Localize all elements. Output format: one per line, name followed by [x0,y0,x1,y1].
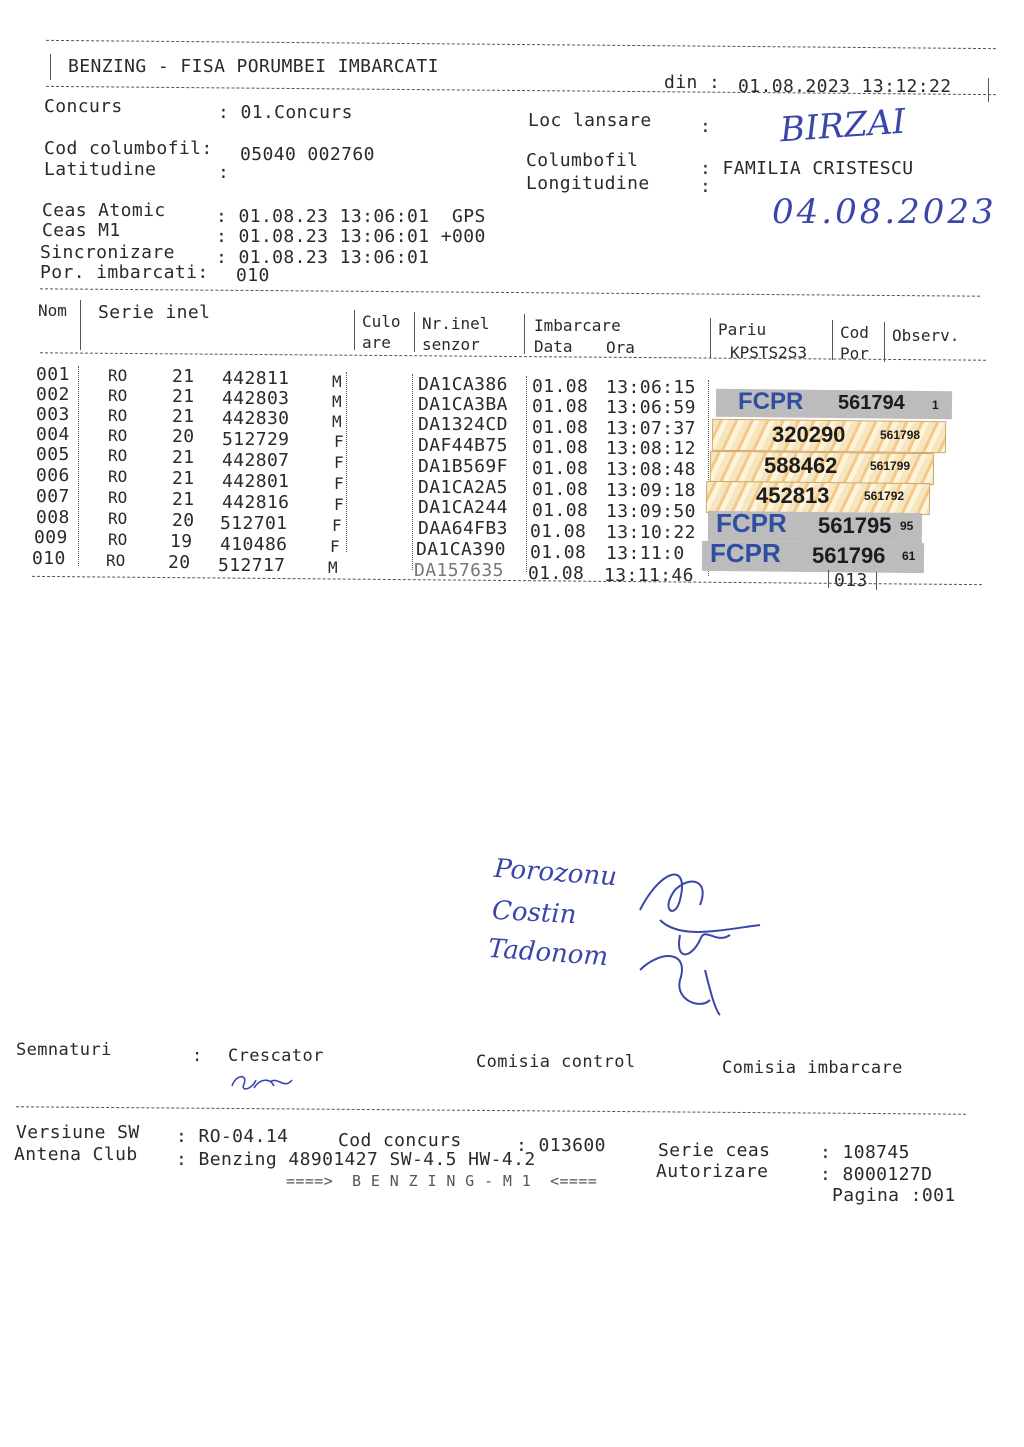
cod-columbofil-value: 05040 002760 [240,144,375,165]
loc-lansare-label: Loc lansare [528,110,652,131]
concurs-value: : 01.Concurs [218,102,353,123]
sticker-code: 561799 [870,459,911,473]
row-sensor: DA1B569F [418,456,508,477]
row-sex: F [334,432,344,451]
handwritten-name: Tadonom [487,933,610,973]
col-data-header: Data [534,337,573,356]
cod-total: 013 [834,570,868,591]
row-ring: 442801 [222,471,290,492]
columbofil-value: : FAMILIA CRISTESCU [700,158,914,179]
row-country: RO [108,446,128,465]
row-time: 13:11:0 [606,543,685,564]
columbofil-label: Columbofil [526,150,639,171]
ceas-atomic-label: Ceas Atomic [42,200,166,221]
sticker-code: 95 [900,519,914,533]
row-time: 13:06:59 [606,397,696,418]
col-nrinel-header-1: Nr.inel [422,314,490,333]
footer-rule [16,1106,966,1114]
row-ring: 410486 [220,534,288,555]
cod-total-right-bar [876,572,877,590]
row-sex: M [332,412,342,431]
row-country: RO [108,509,128,528]
sticker-code: 61 [902,549,916,563]
row-nom: 010 [32,548,66,569]
row-year: 21 [172,366,195,387]
row-sensor: DAA64FB3 [418,518,508,539]
row-sex: M [332,392,342,411]
latitudine-label: Latitudine [44,159,157,180]
row-time: 13:07:37 [606,418,696,439]
row-ring: 512717 [218,555,286,576]
header-sep-serie [354,310,355,350]
row-nom: 003 [36,404,70,425]
row-country: RO [108,366,128,385]
sticker-brand: FCPR [716,508,787,538]
signature-scribble [620,850,790,1020]
header-right-bar [988,78,989,102]
sticker-number: 588462 [764,453,838,478]
header-sep-culoare [414,312,415,352]
row-year: 20 [172,426,195,447]
loc-lansare-handwritten: BIRZAI [778,101,907,151]
row-time: 13:10:22 [606,522,696,543]
row-time: 13:11:46 [604,565,694,586]
row-ring: 442803 [222,388,290,409]
sticker-code: 561798 [880,428,921,442]
cod-concurs-value: : 013600 [516,1135,606,1156]
row-year: 20 [168,552,191,573]
ceas-m1-value: : 01.08.23 13:06:01 +000 [216,226,486,247]
row-sensor: DA1CA3BA [418,394,508,415]
row-ring: 442807 [222,450,290,471]
por-imbarcati-label: Por. imbarcati: [40,262,209,283]
row-year: 20 [172,510,195,531]
sticker-number: 452813 [756,483,830,508]
row-sensor: DA1CA244 [418,497,508,518]
concurs-label: Concurs [44,96,123,117]
col-serie-header: Serie inel [98,302,211,323]
handwritten-name: Porozonu [493,853,618,893]
col-ora-header: Ora [606,338,635,357]
col-pariu-header-1: Pariu [718,320,767,339]
header-top-rule [46,40,996,49]
comisia-control-label: Comisia control [476,1052,636,1072]
row-ring: 442830 [222,408,290,429]
row-time: 13:08:48 [606,459,696,480]
row-nom: 002 [36,384,70,405]
header-sep-nom [80,300,81,350]
row-sensor: DA1CA386 [418,374,508,395]
col-culoare-header-2: are [362,333,391,352]
antena-label: Antena Club [14,1144,138,1165]
ceas-m1-label: Ceas M1 [42,220,121,241]
row-date: 01.08 [532,396,589,417]
report-date-label: din : [664,72,721,93]
versiune-label: Versiune SW [16,1122,140,1143]
autorizare-value: : 8000127D [820,1164,933,1185]
row-nom: 007 [36,486,70,507]
sticker-number: 561794 [838,392,905,414]
por-imbarcati-value: 010 [236,265,270,286]
row-ring: 442816 [222,492,290,513]
col-imbarcare-header: Imbarcare [534,316,621,335]
sticker-code: 561792 [864,489,905,503]
row-country: RO [108,488,128,507]
row-sensor: DA1CA390 [416,539,506,560]
sticker-brand: FCPR [710,538,781,568]
pagina: Pagina :001 [832,1185,956,1206]
sticker-number: 561796 [812,543,886,568]
header-sep-imbarcare [710,318,711,358]
longitudine-label: Longitudine [526,173,650,194]
row-date: 01.08 [528,563,585,584]
row-country: RO [108,386,128,405]
latitudine-value: : [218,162,230,183]
row-date: 01.08 [532,479,589,500]
row-time: 13:06:15 [606,377,696,398]
row-country: RO [108,530,128,549]
row-time: 13:08:12 [606,438,696,459]
row-sex: F [330,537,340,556]
versiune-value: : RO-04.14 [176,1126,289,1147]
col-nrinel-header-2: senzor [422,335,480,354]
body-sep-nrinel [412,374,413,570]
row-year: 19 [170,531,193,552]
col-cod-header-2: Por [840,344,869,363]
sticker-brand: FCPR [738,388,804,415]
row-date: 01.08 [530,521,587,542]
row-nom: 009 [34,527,68,548]
report-date: 01.08.2023 13:12:22 [738,76,952,97]
row-ring: 512729 [222,429,290,450]
semnaturi-label: Semnaturi [16,1040,112,1060]
row-sex: F [334,495,344,514]
row-sex: F [332,516,342,535]
sincronizare-value: : 01.08.23 13:06:01 [216,247,430,268]
row-date: 01.08 [532,458,589,479]
row-sex: M [332,372,342,391]
comisia-imbarcare-label: Comisia imbarcare [722,1058,903,1078]
autorizare-label: Autorizare [656,1161,769,1182]
row-nom: 001 [36,364,70,385]
row-nom: 005 [36,444,70,465]
row-nom: 004 [36,424,70,445]
header-sep-cod [884,322,885,362]
header-left-bar [50,54,51,80]
body-sep-culoare [346,372,347,552]
row-sensor: DA1CA2A5 [418,477,508,498]
row-time: 13:09:18 [606,480,696,501]
row-date: 01.08 [532,376,589,397]
row-date: 01.08 [532,500,589,521]
row-sensor: DA1324CD [418,414,508,435]
row-sensor: DA157635 [414,560,504,581]
col-cod-header-1: Cod [840,323,869,342]
body-sep-imbarcare [526,376,527,572]
crescator-label: Crescator [228,1046,324,1066]
row-date: 01.08 [532,417,589,438]
row-country: RO [108,467,128,486]
antena-value: : Benzing 48901427 SW-4.5 HW-4.2 [176,1149,536,1170]
sincronizare-label: Sincronizare [40,242,175,263]
row-date: 01.08 [530,542,587,563]
col-nom-header: Nom [38,301,67,320]
crescator-signature [226,1068,302,1096]
benzing-banner: ====> B E N Z I N G - M 1 <==== [286,1172,598,1190]
row-country: RO [108,406,128,425]
row-sensor: DAF44B75 [418,435,508,456]
cod-total-left-bar [828,570,829,588]
row-year: 21 [172,489,195,510]
row-country: RO [108,426,128,445]
longitudine-value: : [700,176,712,197]
table-top-rule [40,288,980,296]
row-year: 21 [172,406,195,427]
row-nom: 008 [36,507,70,528]
row-ring: 512701 [220,513,288,534]
sticker-code: 1 [932,398,939,412]
semnaturi-colon: : [192,1046,203,1066]
row-ring: 442811 [222,368,290,389]
row-nom: 006 [36,465,70,486]
col-culoare-header-1: Culo [362,312,401,331]
cod-columbofil-label: Cod columbofil: [44,138,213,159]
cod-concurs-label: Cod concurs [338,1130,462,1151]
row-time: 13:09:50 [606,501,696,522]
report-title: BENZING - FISA PORUMBEI IMBARCATI [68,56,439,77]
col-pariu-header-2: KPSTS2S3 [730,343,808,362]
header-sep-nrinel [524,314,525,354]
row-sex: M [328,558,338,577]
serie-ceas-label: Serie ceas [658,1140,771,1161]
row-year: 21 [172,468,195,489]
row-sex: F [334,474,344,493]
row-date: 01.08 [532,437,589,458]
row-year: 21 [172,386,195,407]
sticker-number: 561795 [818,513,892,538]
row-sex: F [334,453,344,472]
serie-ceas-value: : 108745 [820,1142,910,1163]
row-year: 21 [172,447,195,468]
sticker-number: 320290 [772,422,846,447]
loc-lansare-colon: : [700,116,712,137]
body-sep-nom [78,366,79,566]
handwritten-date: 04.08.2023 [772,192,997,232]
header-sep-pariu [832,320,833,360]
row-country: RO [106,551,126,570]
ceas-atomic-value: : 01.08.23 13:06:01 GPS [216,206,486,227]
col-observ-header: Observ. [892,326,960,345]
handwritten-name: Costin [491,895,578,931]
